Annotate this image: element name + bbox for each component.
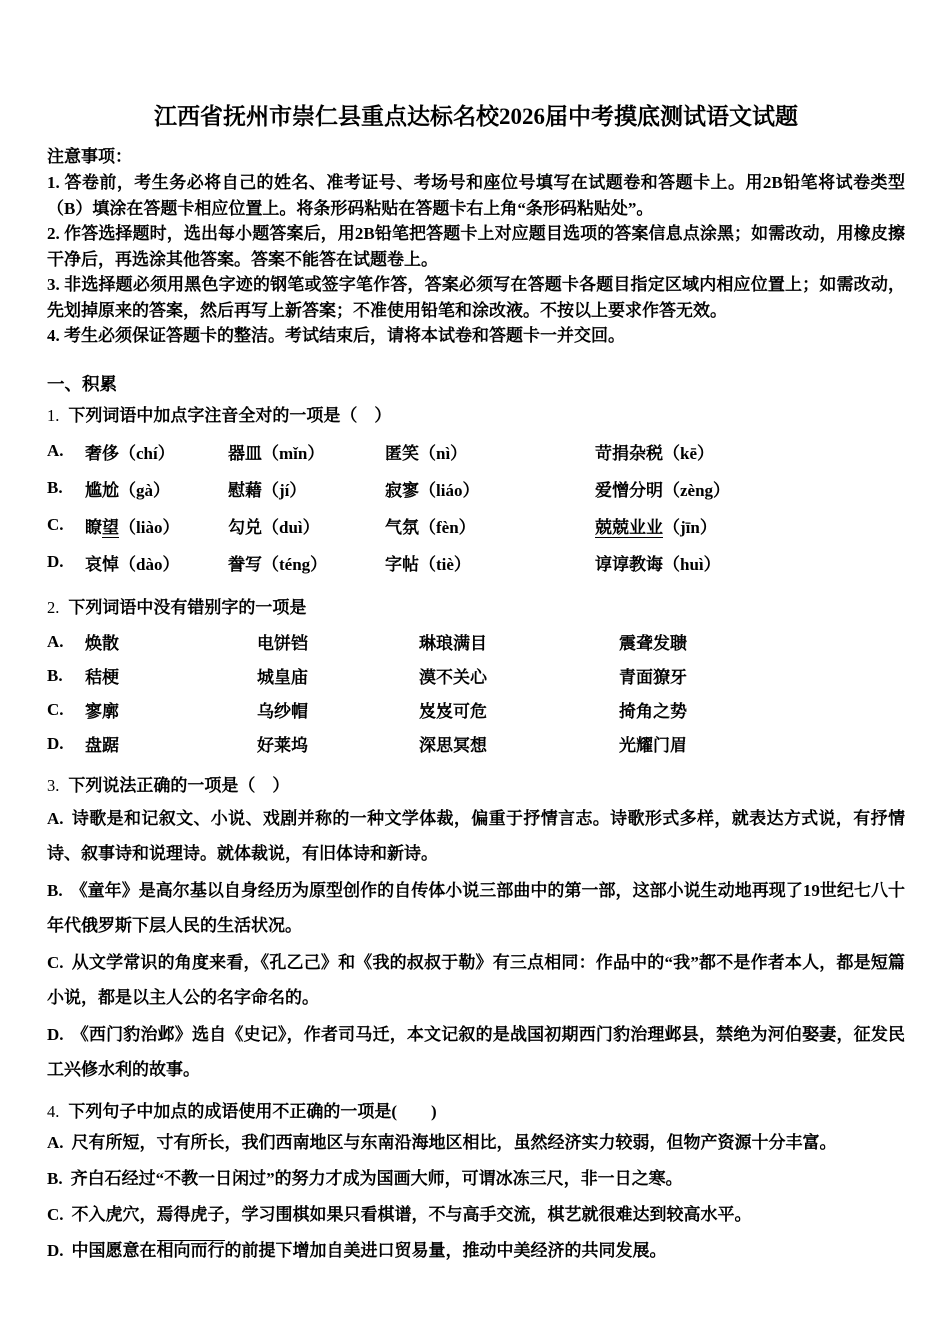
term: 好莱坞 xyxy=(257,736,308,755)
option-label: D. xyxy=(47,733,64,753)
term: 深思冥想 xyxy=(419,736,487,755)
term: 岌岌可危 xyxy=(419,702,487,721)
option-a xyxy=(47,801,905,871)
term: 奢侈（chí） xyxy=(85,443,175,463)
notice-section xyxy=(47,144,905,349)
term: 城皇庙 xyxy=(257,668,308,687)
question-3 xyxy=(47,773,905,1087)
option-label: B. xyxy=(47,880,63,900)
option-label: C. xyxy=(47,1204,64,1224)
option-c xyxy=(47,945,905,1015)
option-b xyxy=(47,873,905,943)
option-label: A. xyxy=(47,631,64,651)
term: 寂寥（liáo） xyxy=(385,480,480,500)
option-row-c xyxy=(47,693,905,727)
question-stem-text: 下列句子中加点的成语使用不正确的一项是( ) xyxy=(68,1101,437,1121)
question-1 xyxy=(47,403,905,581)
term: 哀悼（dào） xyxy=(85,554,180,574)
option-d xyxy=(47,1017,905,1087)
term: 寥廓 xyxy=(85,702,119,721)
option-b xyxy=(47,1161,905,1197)
option-text: 从文学常识的角度来看，《孔乙己》和《我的叔叔于勒》有三点相同：作品中的“我”都不是作者本人，都是短篇小说，都是以主人公的名字命名的。 xyxy=(47,952,905,1007)
option-row-d xyxy=(47,544,905,581)
term: 器皿（mǐn） xyxy=(228,443,325,463)
option-label: D. xyxy=(47,552,64,571)
option-d: D. 中国愿意在相向而行的前提下增加自美进口贸易量，推动中美经济的共同发展。 xyxy=(47,1240,667,1260)
option-row-b xyxy=(47,470,905,507)
term: 尴尬（gà） xyxy=(85,480,170,500)
term: 誊写（téng） xyxy=(228,554,328,574)
notice-item-2: 2. 作答选择题时，选出每小题答案后，用2B铅笔把答题卡上对应题目选项的答案信息点涂黑；如需改动，用橡皮擦干净后，再选涂其他答案。答案不能答在试题卷上。 xyxy=(47,224,905,269)
term: 慰藉（jí） xyxy=(228,480,307,500)
option-row-c xyxy=(47,507,905,544)
question-2-stem xyxy=(47,595,905,621)
question-stem-text: 下列词语中没有错别字的一项是 xyxy=(68,597,307,617)
option-text: 中国愿意在 xyxy=(71,1240,157,1260)
term: 谆谆教诲（huì） xyxy=(595,554,721,574)
term: 焕散 xyxy=(85,634,119,653)
option-label: D. xyxy=(47,1240,64,1260)
option-label: A. xyxy=(47,808,64,828)
question-3-stem xyxy=(47,773,905,799)
term: 乌纱帽 xyxy=(257,702,308,721)
option-label: B. xyxy=(47,1168,63,1188)
term: 爱憎分明（zèng） xyxy=(595,480,731,500)
question-stem-text: 下列说法正确的一项是（ ） xyxy=(68,775,290,795)
question-1-stem xyxy=(47,403,905,429)
question-number: 1. xyxy=(47,405,60,425)
term: 兢兢业业（jīn） xyxy=(595,517,717,537)
question-1-options xyxy=(47,433,905,581)
question-stem-text: 下列词语中加点字注音全对的一项是（ ） xyxy=(68,405,392,425)
question-number: 3. xyxy=(47,775,60,795)
option-label: C. xyxy=(47,952,64,972)
term: 勾兑（duì） xyxy=(228,517,320,537)
emphasized-text: 相向而行 xyxy=(156,1240,225,1260)
term: 字帖（tiè） xyxy=(385,554,471,574)
term: 光耀门眉 xyxy=(619,736,687,755)
question-number: 2. xyxy=(47,597,60,617)
question-4 xyxy=(47,1099,905,1269)
option-row-a xyxy=(47,433,905,470)
term: 秸梗 xyxy=(85,668,119,687)
option-label: B. xyxy=(47,478,63,497)
question-2-options xyxy=(47,625,905,761)
term: 琳琅满目 xyxy=(419,634,487,653)
option-text: 尺有所短，寸有所长，我们西南地区与东南沿海地区相比，虽然经济实力较弱，但物产资源十分丰富。 xyxy=(71,1132,837,1152)
term: 盘踞 xyxy=(85,736,119,755)
term: 苛捐杂税（kē） xyxy=(595,443,714,463)
term: 震聋发聩 xyxy=(619,634,687,653)
question-2 xyxy=(47,595,905,761)
term: 瞭望（liào） xyxy=(85,517,180,537)
option-text: 不入虎穴，焉得虎子，学习围棋如果只看棋谱，不与高手交流，棋艺就很难达到较高水平。 xyxy=(71,1204,752,1224)
notice-item-4: 4. 考生必须保证答题卡的整洁。考试结束后，请将本试卷和答题卡一并交回。 xyxy=(47,326,625,345)
notice-item-1: 1. 答卷前，考生务必将自己的姓名、准考证号、考场号和座位号填写在试题卷和答题卡上。用2B铅笔将试卷类型（B）填涂在答题卡相应位置上。将条形码粘贴在答题卡右上角“条形码粘贴处”。 xyxy=(47,173,905,218)
option-text: 《西门豹治邺》选自《史记》，作者司马迁，本文记叙的是战国初期西门豹治理邺县，禁绝为河伯娶妻，征发民工兴修水利的故事。 xyxy=(47,1024,905,1079)
option-text: 诗歌是和记叙文、小说、戏剧并称的一种文学体裁，偏重于抒情言志。诗歌形式多样，就表达方式说，有抒情诗、叙事诗和说理诗。就体裁说，有旧体诗和新诗。 xyxy=(47,808,905,863)
question-number: 4. xyxy=(47,1101,60,1121)
option-a xyxy=(47,1125,905,1161)
option-text: 齐白石经过“不教一日闲过”的努力才成为国画大师，可谓冰冻三尺，非一日之寒。 xyxy=(70,1168,683,1188)
option-label: C. xyxy=(47,515,64,534)
term: 掎角之势 xyxy=(619,702,687,721)
option-row-a xyxy=(47,625,905,659)
term: 漠不关心 xyxy=(419,668,487,687)
option-label: D. xyxy=(47,1024,64,1044)
option-c xyxy=(47,1197,905,1233)
option-label: A. xyxy=(47,1132,64,1152)
term: 电饼铛 xyxy=(257,634,308,653)
section-heading: 一、积累 xyxy=(47,373,117,394)
term: 气氛（fèn） xyxy=(385,517,476,537)
term: 匿笑（nì） xyxy=(385,443,468,463)
option-row-b xyxy=(47,659,905,693)
page-title: 江西省抚州市崇仁县重点达标名校2026届中考摸底测试语文试题 xyxy=(154,104,798,129)
question-4-stem xyxy=(47,1099,905,1125)
term: 青面獠牙 xyxy=(619,668,687,687)
option-text: 《童年》是高尔基以自身经历为原型创作的自传体小说三部曲中的第一部，这部小说生动地再现了19世纪七八十年代俄罗斯下层人民的生活状况。 xyxy=(47,880,905,935)
option-label: B. xyxy=(47,665,63,685)
option-label: C. xyxy=(47,699,64,719)
notice-heading: 注意事项： xyxy=(47,147,132,166)
notice-item-3: 3. 非选择题必须用黑色字迹的钢笔或签字笔作答，答案必须写在答题卡各题目指定区域内相应位置上；如需改动，先划掉原来的答案，然后再写上新答案；不准使用铅笔和涂改液。不按以上要求作答无效。 xyxy=(47,275,905,320)
option-label: A. xyxy=(47,441,64,460)
option-row-d xyxy=(47,727,905,761)
